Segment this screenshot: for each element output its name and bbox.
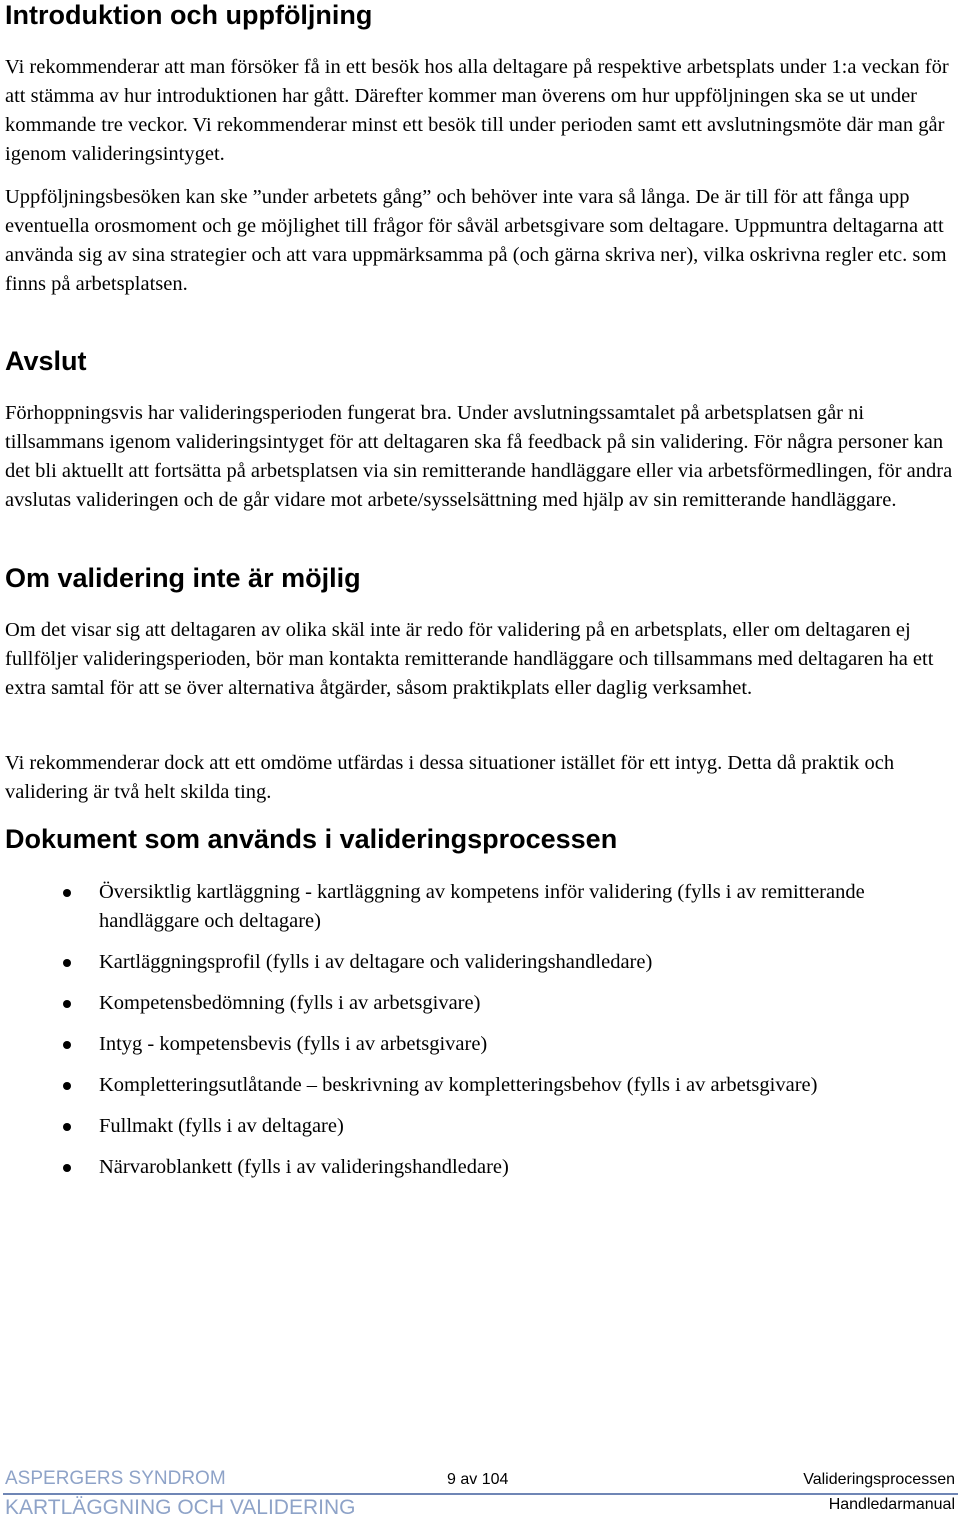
list-item-text: Kartläggningsprofil (fylls i av deltagare och valideringshandledare) [99,951,653,973]
page-number: 9 av 104 [447,1471,509,1488]
bullet-icon [63,1123,71,1131]
list-item [0,1153,930,1182]
list-item-text: Intyg - kompetensbevis (fylls i av arbetsgivare) [99,1033,488,1055]
heading-om-validering: Om validering inte är möjlig [5,563,361,593]
paragraph-intro-2: Uppföljningsbesöken kan ske ”under arbetets gång” och behöver inte vara så långa. De är till för att fånga upp eventuella orosmoment och ge möjlighet till frågor för såväl arbetsgivare som deltagare. Uppmuntra deltagarna att använda sig av sina strategier och att vara uppmärksamma på (och gärna skriva ner), vilka oskrivna regler etc. som finns på arbetsplatsen. [5,186,947,295]
paragraph-avslut: Förhoppningsvis har valideringsperioden fungerat bra. Under avslutningssamtalet på arbetsplatsen går ni tillsammans igenom valideringsintyget för att deltagaren ska få feedback på sin validering. För några personer kan det bli aktuellt att fortsätta på arbetsplatsen via sin remitterande handläggare eller via arbetsförmedlingen, för andra avslutas valideringen och de går vidare mot arbete/sysselsättning med hjälp av sin remitterande handläggare. [5,402,953,511]
footer-brand-top: ASPERGERS SYNDROM [5,1468,226,1489]
list-item-text: Kompletteringsutlåtande – beskrivning av kompletteringsbehov (fylls i av arbetsgivare) [99,1074,818,1096]
bullet-icon [63,1082,71,1090]
bullet-icon [63,1000,71,1008]
bullet-icon [63,1164,71,1172]
heading-avslut: Avslut [5,346,87,376]
list-item-text: Kompetensbedömning (fylls i av arbetsgivare) [99,992,481,1014]
paragraph-om-validering-1: Om det visar sig att deltagaren av olika skäl inte är redo för validering på en arbetsplats, eller om deltagaren ej fullföljer valideringsperioden, bör man kontakta remitterande handläggare och tillsammans med deltagaren ha ett extra samtal för att se över alternativa åtgärder, såsom praktikplats eller daglig verksamhet. [5,619,934,699]
document-list [0,878,930,1194]
bullet-icon [63,889,71,897]
list-item-text: Närvaroblankett (fylls i av valideringshandledare) [99,1156,509,1178]
list-item-text: Fullmakt (fylls i av deltagare) [99,1115,344,1137]
list-item [0,1112,930,1141]
footer-section-name: Valideringsprocessen [803,1471,955,1488]
bullet-icon [63,1041,71,1049]
heading-dokument: Dokument som används i valideringsprocessen [5,824,618,854]
list-item [0,1071,930,1100]
list-item [0,948,930,977]
heading-introduktion: Introduktion och uppföljning [5,0,373,30]
footer-brand-bottom: KARTLÄGGNING OCH VALIDERING [5,1496,356,1519]
list-item [0,878,930,936]
list-item [0,989,930,1018]
list-item [0,1030,930,1059]
list-item-text: Översiktlig kartläggning - kartläggning av kompetens inför validering (fylls i av remitterande handläggare och deltagare) [99,881,865,932]
paragraph-intro-1: Vi rekommenderar att man försöker få in ett besök hos alla deltagare på respektive arbetsplats under 1:a veckan för att stämma av hur introduktionen har gått. Därefter kommer man överens om hur uppföljningen ska se ut under kommande tre veckor. Vi rekommenderar minst ett besök till under perioden samt ett avslutningsmöte där man går igenom valideringsintyget. [5,56,949,165]
footer-divider [3,1493,958,1495]
paragraph-om-validering-2: Vi rekommenderar dock att ett omdöme utfärdas i dessa situationer istället för ett intyg. Detta då praktik och validering är två helt skilda ting. [5,752,895,803]
bullet-icon [63,959,71,967]
footer-manual-name: Handledarmanual [828,1496,955,1513]
